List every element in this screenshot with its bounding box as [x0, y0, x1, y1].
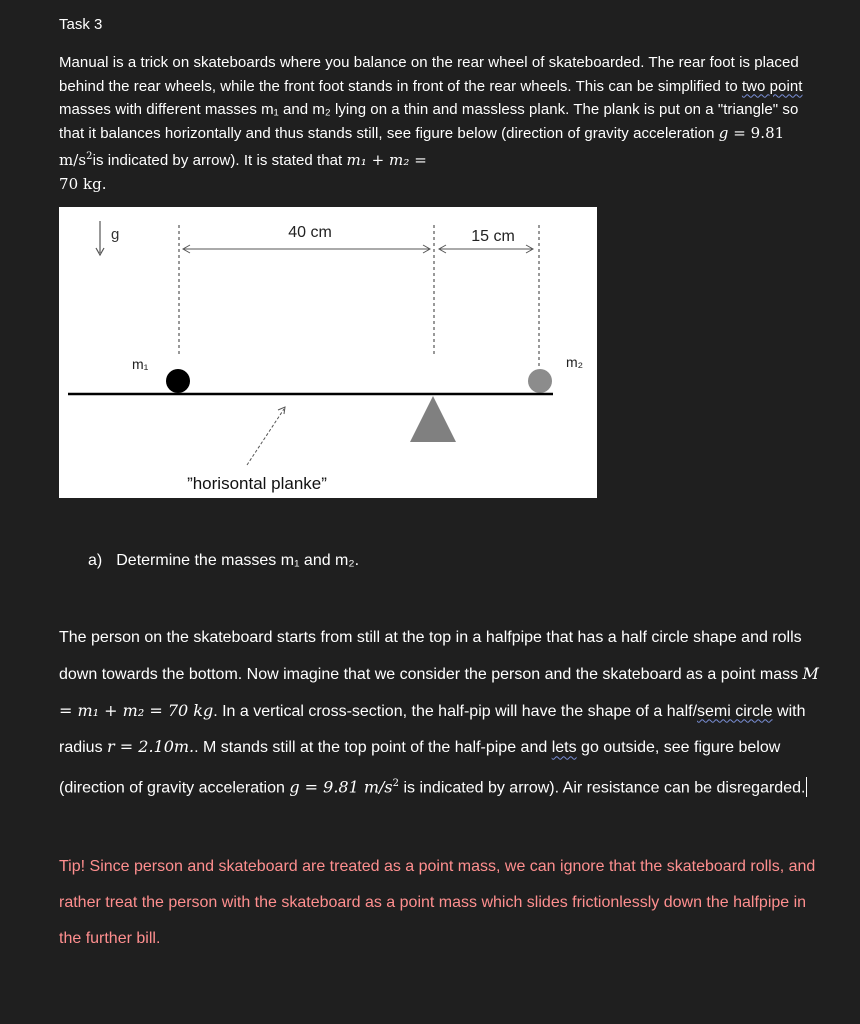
seesaw-diagram — [59, 207, 597, 498]
spellcheck-lets[interactable]: lets — [551, 739, 577, 757]
m2-label: m₂ — [566, 354, 584, 370]
gravity-value: = 9.81 m/s — [59, 123, 785, 170]
fulcrum-triangle — [410, 396, 456, 442]
intro-paragraph[interactable] — [59, 51, 804, 197]
spellcheck-two-point[interactable]: two point — [741, 77, 803, 95]
part2-text-2: . In a vertical cross-section, the half-pip will have the shape of a half/ — [213, 702, 698, 720]
halfpipe-paragraph[interactable] — [59, 620, 819, 806]
mass-m1 — [166, 369, 190, 393]
part2-text-1: The person on the skateboard starts from still at the top in a halfpipe that has a half circle shape and rolls down towards the bottom. Now imagine that we consider the person and the skateboard as a point mass — [59, 629, 803, 683]
dimension-label-40: 40 cm — [288, 224, 332, 241]
gravity-label: g — [111, 226, 120, 243]
dimension-label-15: 15 cm — [471, 228, 515, 245]
text-cursor — [806, 777, 807, 797]
intro-text-1: Manual is a trick on skateboards where you balance on the rear wheel of skateboarded. The rear foot is placed behind the rear wheels, while the front foot stands in front of the rear wheels. This can be simplified to — [59, 54, 799, 95]
task-heading: Task 3 — [59, 16, 103, 33]
intro-text-3: is indicated by arrow). It is stated that — [92, 152, 347, 170]
mass-sum-value: 70 kg. — [59, 174, 107, 193]
part2-text-3: with radius — [59, 702, 806, 757]
dimension-arrow-15 — [439, 245, 533, 253]
question-a-label: a) — [88, 552, 103, 569]
spellcheck-semi-circle[interactable]: semi circle — [697, 702, 773, 720]
intro-text-2: masses with different masses m₁ and m₂ lying on a thin and massless plank. The plank is put on a "triangle" so that it balances horizontally and thus stands still, see figure below (direction of gravity acceleration — [59, 101, 799, 142]
dimension-arrow-40 — [183, 245, 430, 253]
seesaw-figure — [59, 207, 597, 498]
m1-label: m₁ — [132, 356, 149, 372]
radius-expression: r = 2.10m. — [107, 737, 195, 757]
question-a[interactable] — [88, 552, 359, 570]
gravity-exponent-2: 2 — [392, 778, 400, 790]
question-a-text: Determine the masses m₁ and m₂. — [116, 552, 360, 569]
gravity-expression: g = 9.81 m/s — [289, 777, 393, 797]
part2-text-5: go outside, see figure below (direction of gravity acceleration — [59, 739, 781, 797]
part2-text-4: . M stands still at the top point of the half-pipe and — [194, 739, 552, 757]
plank-label: ”horisontal planke” — [187, 474, 327, 493]
mass-m2 — [528, 369, 552, 393]
gravity-symbol: g — [718, 123, 729, 142]
plank-pointer-arrow — [247, 407, 285, 465]
gravity-exponent: 2 — [86, 151, 93, 163]
tip-paragraph[interactable]: Tip! Since person and skateboard are treated as a point mass, we can ignore that the skateboard rolls, and rather treat the person with the skateboard as a point mass which slides frictionlessly down the halfpipe in the further bill. — [59, 858, 816, 947]
part2-text-6: is indicated by arrow). Air resistance can be disregarded. — [399, 779, 806, 797]
mass-sum-expression: m₁ + m₂ = — [346, 151, 427, 170]
total-mass-expression: M = m₁ + m₂ = 70 kg — [59, 663, 819, 720]
gravity-arrow-icon — [96, 221, 104, 255]
